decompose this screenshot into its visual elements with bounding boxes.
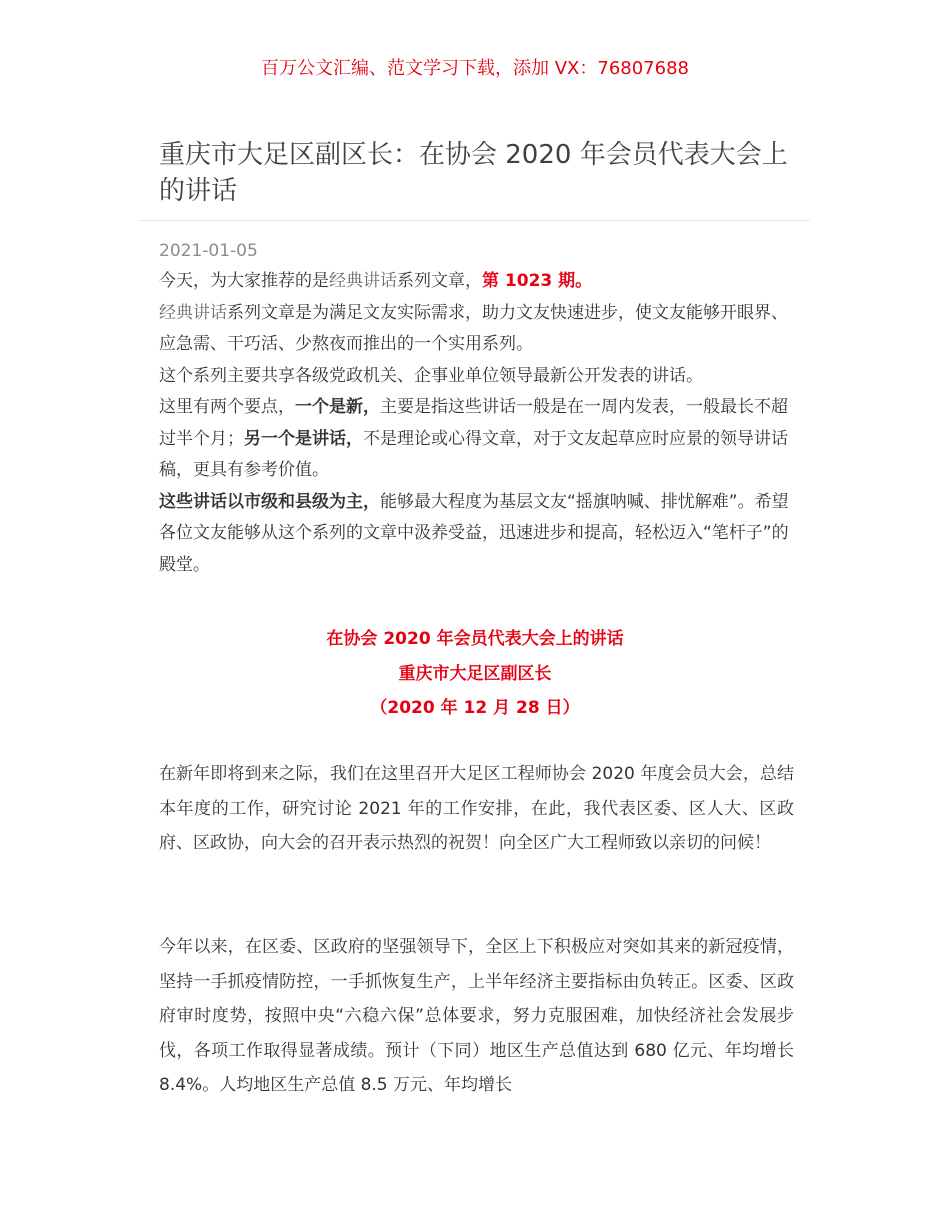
intro-line-5 (159, 487, 794, 582)
intro-line-2 (159, 298, 794, 361)
speech-paragraph: 今年以来，在区委、区政府的坚强领导下，全区上下积极应对突如其来的新冠疫情，坚持一手抓疫情防控，一手抓恢复生产，上半年经济主要指标由负转正。区委、区政府审时度势，按照中央“六稳六保”总体要求，努力克服困难，加快经济社会发展步伐，各项工作取得显著成绩。预计（下同）地区生产总值达到 680 亿元、年均增长 8.4%。人均地区生产总值 8.5 万元、年均增长 (159, 937, 794, 1095)
issue-number: 第 1023 期。 (482, 271, 593, 291)
intro-text: 能够最大程度为基层文友“摇旗呐喊、排忧解难”。希望各位文友能够从这个系列的文章中汲养受益，迅速进步和提高，轻松迈入“笔杆子”的殿堂。 (159, 491, 789, 575)
intro-line-1 (159, 266, 794, 298)
intro-text: 这里有两个要点， (159, 397, 295, 417)
speech-speaker: 重庆市大足区副区长 (398, 663, 552, 684)
speech-paragraph: 在新年即将到来之际，我们在这里召开大足区工程师协会 2020 年度会员大会，总结本年度的工作，研究讨论 2021 年的工作安排，在此，我代表区委、区人大、区政府、区政协，向大会的召开表示热烈的祝贺！向全区广大工程师致以亲切的问候！ (159, 764, 794, 853)
speech-heading: 在协会 2020 年会员代表大会上的讲话 (326, 629, 624, 649)
key-point-new: 一个是新， (295, 397, 380, 417)
article-title: 重庆市大足区副区长：在协会 2020 年会员代表大会上的讲话 (159, 140, 788, 206)
key-point-speech: 另一个是讲话， (244, 428, 363, 449)
intro-text: 今天，为大家推荐的是 (159, 271, 329, 291)
speech-header (0, 622, 950, 726)
intro-text: 主要是指这些讲话一般是在一周内发表，一般最长不超过半个月； (159, 397, 788, 449)
promo-banner: 百万公文汇编、范文学习下载，添加 VX：76807688 (261, 58, 689, 79)
series-name: 经典讲话 (159, 302, 227, 323)
title-divider (140, 220, 810, 221)
intro-line-4 (159, 392, 794, 487)
intro-line-3: 这个系列主要共享各级党政机关、企事业单位领导最新公开发表的讲话。 (159, 365, 703, 386)
series-name: 经典讲话 (329, 271, 397, 291)
intro-text: 系列文章是为满足文友实际需求，助力文友快速进步，使文友能够开眼界、应急需、干巧活、少熬夜而推出的一个实用系列。 (159, 302, 788, 354)
series-intro (159, 266, 794, 581)
key-point-level: 这些讲话以市级和县级为主， (159, 491, 380, 512)
intro-text: 系列文章， (397, 271, 482, 291)
intro-text: 不是理论或心得文章，对于文友起草应时应景的领导讲话稿，更具有参考价值。 (159, 428, 788, 480)
publish-date: 2021-01-05 (159, 241, 258, 261)
speech-date: （2020 年 12 月 28 日） (370, 698, 580, 718)
